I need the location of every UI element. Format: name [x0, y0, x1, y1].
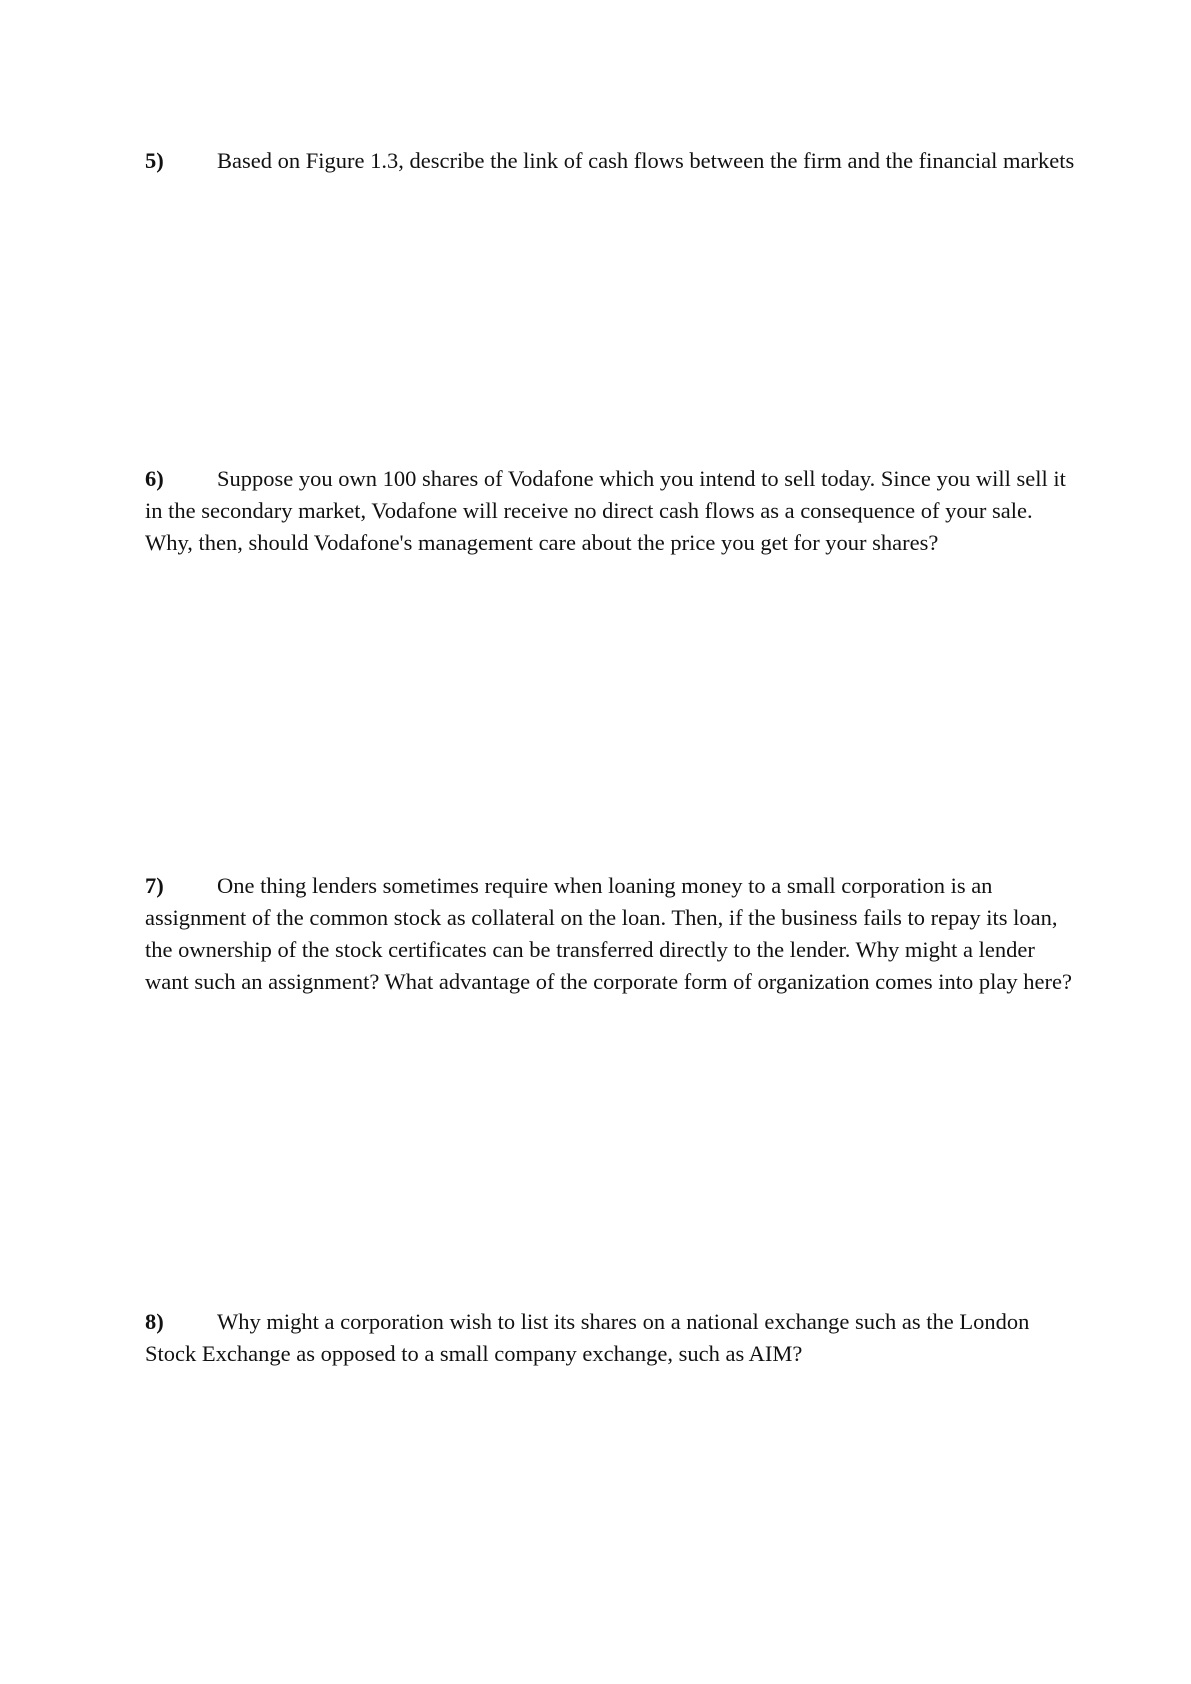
question-8 [145, 1306, 1075, 1370]
question-number: 8) [145, 1309, 164, 1334]
question-text: Suppose you own 100 shares of Vodafone which you intend to sell today. Since you will sell it in the secondary market, Vodafone will receive no direct cash flows as a consequence of your sale. Why, then, should Vodafone's management care about the price you get for your shares? [145, 466, 1066, 555]
question-text: One thing lenders sometimes require when loaning money to a small corporation is an assignment of the common stock as collateral on the loan. Then, if the business fails to repay its loan, the ownership of the stock certificates can be transferred directly to the lender. Why might a lender want such an assignment? What advantage of the corporate form of organization comes into play here? [145, 873, 1072, 994]
question-number: 7) [145, 873, 164, 898]
question-text: Based on Figure 1.3, describe the link of cash flows between the firm and the financial markets [217, 148, 1075, 173]
question-6 [145, 463, 1075, 559]
question-number: 6) [145, 466, 164, 491]
question-5 [145, 145, 1075, 177]
question-number: 5) [145, 148, 164, 173]
question-7 [145, 870, 1075, 998]
question-text: Why might a corporation wish to list its shares on a national exchange such as the London Stock Exchange as opposed to a small company exchange, such as AIM? [145, 1309, 1030, 1366]
